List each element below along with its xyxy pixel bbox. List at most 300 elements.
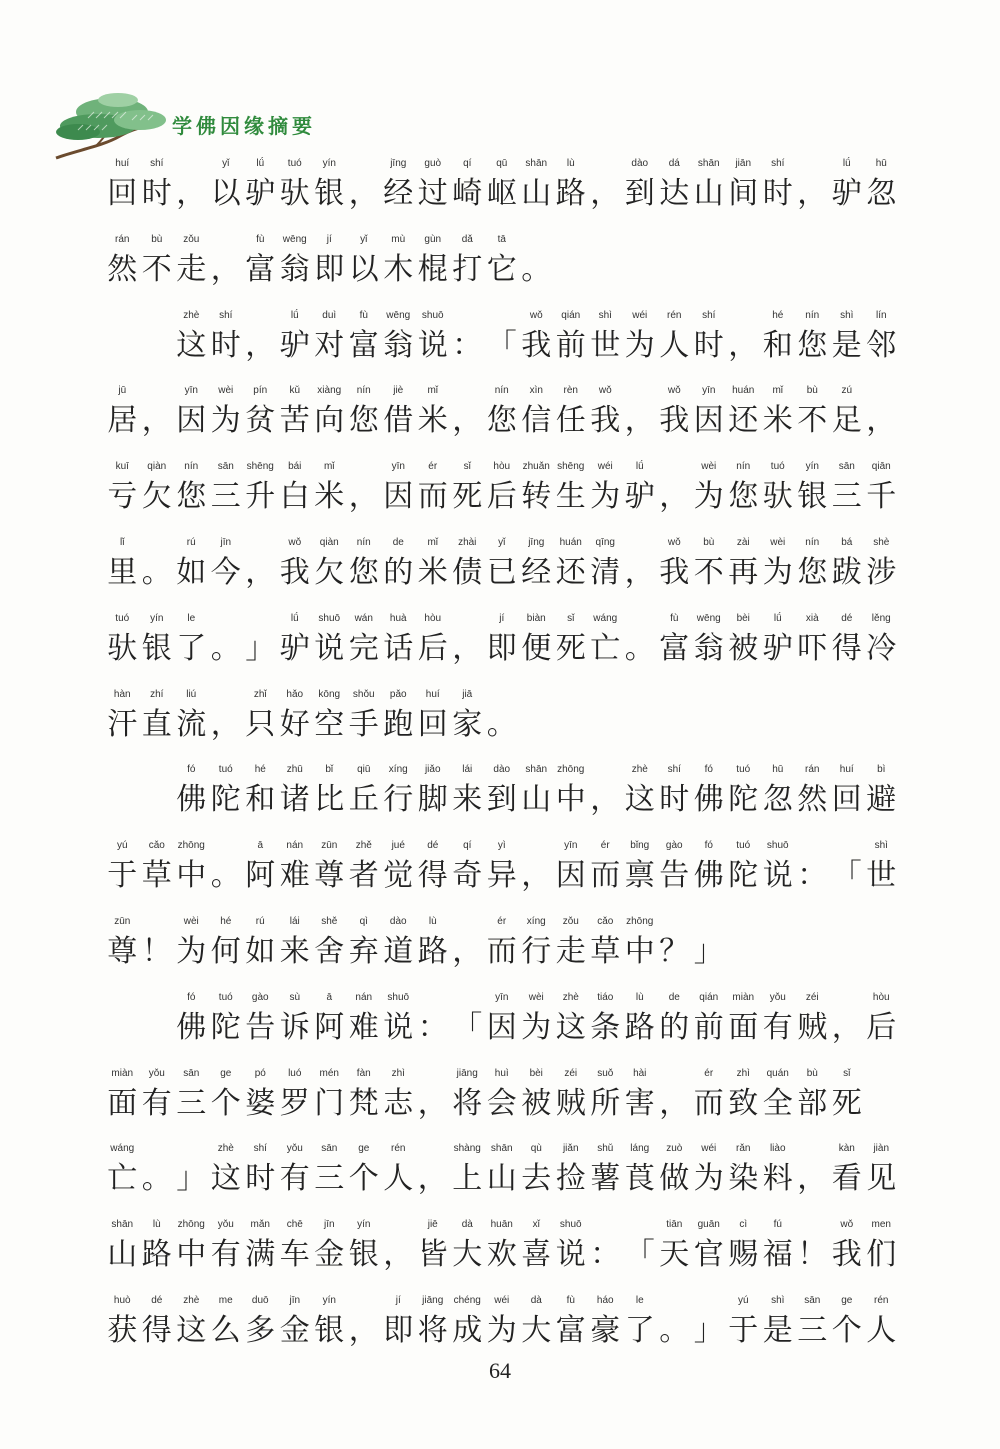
pinyin: ér (600, 840, 610, 852)
pinyin: bì (877, 764, 886, 776)
pinyin: dé (151, 1294, 163, 1306)
pinyin: wǒ (667, 536, 681, 548)
hanzi: 这 (176, 1312, 207, 1348)
char-unit (864, 764, 899, 824)
pinyin: kuī (115, 461, 129, 473)
pinyin: lù (635, 991, 644, 1003)
hanzi: 佛 (693, 858, 724, 894)
hanzi: 回 (107, 176, 138, 211)
pinyin: shān (525, 764, 548, 776)
char-unit (450, 310, 485, 370)
pinyin: bù (806, 1067, 818, 1079)
pinyin: zūn (114, 915, 131, 927)
hanzi: 以 (348, 251, 379, 287)
pinyin: fó (704, 840, 713, 852)
hanzi: 婆 (245, 1085, 276, 1121)
hanzi: ， (624, 554, 655, 590)
hanzi: ， (210, 706, 241, 742)
hanzi: 为 (590, 479, 621, 515)
pinyin: láng (630, 1143, 650, 1155)
pinyin: huò (113, 1294, 131, 1306)
hanzi: 完 (348, 630, 379, 666)
pinyin: dá (668, 158, 680, 169)
pinyin: nín (805, 309, 820, 321)
pinyin: zhōng (177, 840, 205, 852)
pinyin: zhè (183, 1294, 200, 1306)
hanzi: 。 (486, 706, 517, 742)
pinyin: huí (425, 688, 440, 700)
pinyin: jué (391, 840, 405, 852)
char-unit (692, 310, 727, 370)
hanzi: 面 (728, 1009, 759, 1045)
pinyin: sǐ (463, 461, 471, 473)
hanzi: 豪 (590, 1312, 621, 1348)
hanzi: 舍 (314, 933, 345, 969)
pinyin: qí (463, 158, 472, 169)
hanzi: 银 (314, 176, 345, 211)
pinyin: fù (359, 309, 368, 321)
hanzi: 空 (314, 706, 345, 742)
pinyin: nán (355, 991, 373, 1003)
pinyin: shì (771, 1294, 785, 1306)
pinyin: liào (769, 1143, 786, 1155)
pinyin: ā (257, 840, 264, 852)
hanzi: 您 (728, 479, 759, 515)
hanzi: 时 (762, 176, 793, 211)
pinyin: qí (463, 840, 472, 852)
char-unit (657, 916, 692, 976)
hanzi: 为 (176, 933, 207, 969)
hanzi: 觉 (383, 858, 414, 894)
pinyin: wáng (110, 1143, 135, 1155)
pinyin: wéi (632, 309, 648, 321)
pinyin: lǘ (635, 461, 644, 473)
text-line (105, 689, 900, 749)
hanzi: 不 (141, 251, 172, 287)
pinyin: fàn (356, 1067, 371, 1079)
pinyin: gùn (424, 233, 442, 245)
pinyin: fù (670, 612, 679, 624)
pinyin: yīn (564, 840, 578, 852)
hanzi: 因 (555, 858, 586, 894)
pinyin: zhōng (177, 1219, 205, 1231)
pinyin: yīn (495, 991, 509, 1003)
pinyin: lǘ (290, 612, 299, 624)
hanzi: 「 (624, 1237, 655, 1273)
hanzi: 时 (210, 327, 241, 363)
pinyin: fù (256, 233, 265, 245)
hanzi: 我 (659, 403, 690, 439)
hanzi: 门 (314, 1085, 345, 1121)
pinyin: sān (183, 1067, 200, 1079)
hanzi: 三 (176, 1085, 207, 1121)
pinyin: lái (289, 915, 300, 927)
hanzi: 捡 (555, 1161, 586, 1197)
hanzi: 三 (797, 1312, 828, 1348)
hanzi: 将 (417, 1312, 448, 1348)
pinyin: hòu (872, 991, 890, 1003)
hanzi: 即 (383, 1312, 414, 1348)
hanzi: 全 (762, 1085, 793, 1121)
pinyin: jīn (289, 1294, 301, 1306)
pinyin: dé (841, 612, 853, 624)
hanzi: 害 (624, 1085, 655, 1121)
pinyin: sù (289, 991, 301, 1003)
pinyin: yǒu (286, 1143, 303, 1155)
text-line (105, 310, 900, 370)
hanzi: 您 (348, 403, 379, 439)
pinyin: dào (493, 764, 511, 776)
pinyin: jiàn (873, 1143, 890, 1155)
hanzi: 亡 (107, 1161, 138, 1197)
hanzi: 告 (659, 858, 690, 894)
char-unit (209, 613, 244, 673)
pinyin: jiāng (422, 1294, 444, 1306)
text-line (105, 840, 900, 900)
hanzi: 时 (141, 176, 172, 211)
hanzi: 崎 (452, 176, 483, 211)
pinyin: tuó (287, 158, 302, 169)
pinyin: shí (253, 1143, 267, 1155)
hanzi: 天 (659, 1237, 690, 1273)
char-unit (864, 613, 899, 673)
pinyin: zhè (217, 1143, 234, 1155)
pinyin: qiān (871, 461, 891, 473)
pinyin: fó (187, 991, 196, 1003)
text-line (105, 992, 900, 1052)
hanzi: 告 (245, 1009, 276, 1045)
hanzi: 米 (417, 554, 448, 590)
pinyin: ér (428, 461, 438, 473)
hanzi: 后 (486, 479, 517, 515)
hanzi: 料 (762, 1161, 793, 1197)
hanzi: 驴 (245, 176, 276, 211)
pinyin: ge (358, 1143, 370, 1155)
hanzi: 说 (417, 327, 448, 363)
hanzi: ， (348, 1312, 379, 1348)
pinyin: le (635, 1294, 644, 1306)
hanzi: 志 (383, 1085, 414, 1121)
hanzi: 说 (762, 858, 793, 894)
hanzi: 您 (797, 327, 828, 363)
hanzi: 难 (279, 858, 310, 894)
hanzi: 翁 (693, 630, 724, 666)
hanzi: 回 (831, 782, 862, 818)
hanzi: 有 (279, 1161, 310, 1197)
pinyin: zhài (458, 536, 477, 548)
hanzi: ， (797, 176, 828, 211)
hanzi: 的 (659, 1009, 690, 1045)
hanzi: 直 (141, 706, 172, 742)
pinyin: lái (462, 764, 473, 776)
pinyin: zéi (805, 991, 819, 1003)
pinyin: wèi (218, 385, 234, 397)
char-unit (864, 461, 899, 521)
hanzi: 三 (831, 479, 862, 515)
hanzi: 时 (245, 1161, 276, 1197)
pinyin: shí (771, 158, 785, 169)
hanzi: 还 (728, 403, 759, 439)
pinyin: lǘ (256, 158, 265, 169)
pinyin: jīng (390, 158, 407, 169)
hanzi: 们 (866, 1237, 897, 1273)
pinyin: bǐng (630, 840, 650, 852)
hanzi: 行 (521, 933, 552, 969)
hanzi: 生 (555, 479, 586, 515)
pinyin: yín (322, 158, 336, 169)
pinyin: huì (494, 1067, 509, 1079)
char-unit (761, 1143, 796, 1203)
hanzi: 米 (417, 403, 448, 439)
pinyin: shān (111, 1219, 134, 1231)
pinyin: yǒu (769, 991, 786, 1003)
text-line (105, 613, 900, 673)
hanzi: 您 (176, 479, 207, 515)
pinyin: shuō (421, 309, 444, 321)
hanzi: 为 (693, 1161, 724, 1197)
pinyin: zhōng (626, 915, 654, 927)
chapter-header (48, 88, 368, 168)
hanzi: 」 (693, 933, 724, 969)
hanzi: 我 (659, 554, 690, 590)
text-line (105, 1068, 900, 1128)
pinyin: cǎo (148, 840, 165, 852)
pinyin: dé (427, 840, 439, 852)
hanzi: 驮 (762, 479, 793, 515)
pinyin: qì (359, 915, 368, 927)
hanzi: 驴 (279, 327, 310, 363)
hanzi: 世 (866, 858, 897, 894)
pinyin: mǎn (250, 1219, 270, 1231)
hanzi: ， (210, 251, 241, 287)
hanzi: ， (245, 327, 276, 363)
pinyin: xià (805, 612, 819, 624)
pinyin: fú (773, 1219, 782, 1231)
pinyin: jí (326, 233, 332, 245)
pinyin: qián (561, 309, 581, 321)
char-unit (554, 158, 589, 218)
pinyin: yín (805, 461, 819, 473)
pinyin: shēng (246, 461, 274, 473)
hanzi: 这 (176, 327, 207, 363)
pinyin: jiǎo (424, 764, 441, 776)
char-unit (174, 840, 209, 900)
pinyin: sān (217, 461, 234, 473)
hanzi: 诉 (279, 1009, 310, 1045)
pinyin: kǔ (289, 385, 301, 397)
hanzi: 走 (176, 251, 207, 287)
hanzi: 因 (486, 1009, 517, 1045)
char-unit (105, 385, 140, 445)
char-unit (623, 1068, 658, 1128)
char-unit (174, 234, 209, 294)
hanzi: ： (590, 1237, 621, 1273)
hanzi: 然 (107, 251, 138, 287)
hanzi: 阿 (314, 1009, 345, 1045)
char-unit (623, 461, 658, 521)
hanzi: 翁 (279, 251, 310, 287)
pinyin: ge (841, 1294, 853, 1306)
hanzi: 何 (210, 933, 241, 969)
pinyin: shè (873, 536, 890, 548)
hanzi: ， (659, 479, 690, 515)
hanzi: 还 (555, 554, 586, 590)
pinyin: miàn (111, 1067, 134, 1079)
hanzi: 欠 (141, 479, 172, 515)
hanzi: 于 (728, 1312, 759, 1348)
hanzi: 部 (797, 1085, 828, 1121)
hanzi: 为 (210, 403, 241, 439)
hanzi: 获 (107, 1312, 138, 1348)
pinyin: hàn (113, 688, 131, 700)
pinyin: hòu (424, 612, 442, 624)
pinyin: wǒ (598, 385, 612, 397)
pinyin: mǐ (772, 385, 784, 397)
pinyin: guān (697, 1219, 720, 1231)
hanzi: 因 (383, 479, 414, 515)
hanzi: 得 (417, 858, 448, 894)
char-unit (864, 1219, 899, 1279)
pinyin: huán (732, 385, 755, 397)
pinyin: lǘ (842, 158, 851, 169)
char-unit (864, 537, 899, 597)
hanzi: 然 (797, 782, 828, 818)
char-unit (416, 916, 451, 976)
hanzi: 如 (176, 554, 207, 590)
hanzi: 见 (866, 1161, 897, 1197)
hanzi: 」 (693, 1312, 724, 1348)
hanzi: 经 (521, 554, 552, 590)
char-unit (588, 385, 623, 445)
pinyin: duō (251, 1294, 269, 1306)
pinyin: nín (805, 536, 820, 548)
hanzi: 上 (452, 1161, 483, 1197)
pinyin: shí (150, 158, 164, 169)
char-unit (312, 158, 347, 218)
pinyin: jí (499, 612, 505, 624)
hanzi: 草 (141, 858, 172, 894)
pinyin: yǐ (222, 158, 230, 169)
hanzi: 和 (245, 782, 276, 818)
pinyin: wèi (183, 915, 199, 927)
pinyin: zhōng (557, 764, 585, 776)
hanzi: ， (866, 403, 897, 439)
pinyin: tuó (770, 461, 785, 473)
hanzi: 比 (314, 782, 345, 818)
pinyin: cì (739, 1219, 748, 1231)
hanzi: 行 (383, 782, 414, 818)
hanzi: 汗 (107, 706, 138, 742)
hanzi: 致 (728, 1085, 759, 1121)
pinyin: jí (395, 1294, 401, 1306)
hanzi: 翁 (383, 327, 414, 363)
pinyin: sān (804, 1294, 821, 1306)
pinyin: zhè (631, 764, 648, 776)
text-line (105, 537, 900, 597)
pinyin: jiān (735, 158, 752, 169)
hanzi: 条 (590, 1009, 621, 1045)
pinyin: wéi (597, 461, 613, 473)
hanzi: ， (590, 176, 621, 211)
pinyin: sǐ (843, 1067, 851, 1079)
hanzi: 便 (521, 630, 552, 666)
hanzi: 任 (555, 403, 586, 439)
pinyin: bù (806, 385, 818, 397)
pinyin: wáng (593, 612, 618, 624)
text-line (105, 916, 900, 976)
pinyin: sān (838, 461, 855, 473)
hanzi: 路 (555, 176, 586, 211)
pinyin: yǒu (148, 1067, 165, 1079)
hanzi: 驴 (624, 479, 655, 515)
hanzi: 成 (452, 1312, 483, 1348)
char-unit (864, 385, 899, 445)
hanzi: 已 (486, 554, 517, 590)
char-unit (485, 234, 520, 294)
pinyin: miàn (732, 991, 755, 1003)
hanzi: 染 (728, 1161, 759, 1197)
pinyin: shǒu (352, 688, 375, 700)
pinyin: ge (220, 1067, 232, 1079)
char-unit (623, 1295, 658, 1355)
hanzi: 后 (866, 1009, 897, 1045)
hanzi: 今 (210, 554, 241, 590)
pinyin: yīn (702, 385, 716, 397)
hanzi: 驴 (762, 630, 793, 666)
hanzi: 借 (383, 403, 414, 439)
hanzi: 。 (624, 630, 655, 666)
hanzi: 「 (486, 327, 517, 363)
pinyin: nán (286, 840, 304, 852)
pinyin: hū (772, 764, 784, 776)
hanzi: 梵 (348, 1085, 379, 1121)
hanzi: ， (521, 858, 552, 894)
char-unit (485, 689, 520, 749)
hanzi: 于 (107, 858, 138, 894)
hanzi: 米 (314, 479, 345, 515)
pinyin: liú (186, 688, 197, 700)
hanzi: 将 (452, 1085, 483, 1121)
text-line (105, 234, 900, 294)
pinyin: bèi (736, 612, 750, 624)
pinyin: qù (530, 1143, 542, 1155)
pinyin: zhě (355, 840, 372, 852)
hanzi: 「 (831, 858, 862, 894)
hanzi: 前 (555, 327, 586, 363)
char-unit (174, 613, 209, 673)
hanzi: 它 (486, 251, 517, 287)
hanzi: 转 (521, 479, 552, 515)
chapter-title: 学佛因缘摘要 (172, 114, 316, 138)
hanzi: 人 (866, 1312, 897, 1348)
hanzi: ， (452, 630, 483, 666)
pinyin: jīng (528, 536, 545, 548)
hanzi: 死 (555, 630, 586, 666)
pinyin: wēng (282, 233, 307, 245)
hanzi: 棍 (417, 251, 448, 287)
char-unit (416, 992, 451, 1052)
char-unit (864, 310, 899, 370)
hanzi: 时 (693, 327, 724, 363)
hanzi: 苦 (279, 403, 310, 439)
hanzi: 陀 (728, 782, 759, 818)
pinyin: quán (766, 1067, 789, 1079)
pinyin: rén (667, 309, 682, 321)
hanzi: 银 (314, 1312, 345, 1348)
char-unit (416, 613, 451, 673)
char-unit (105, 1143, 140, 1203)
hanzi: 前 (693, 1009, 724, 1045)
